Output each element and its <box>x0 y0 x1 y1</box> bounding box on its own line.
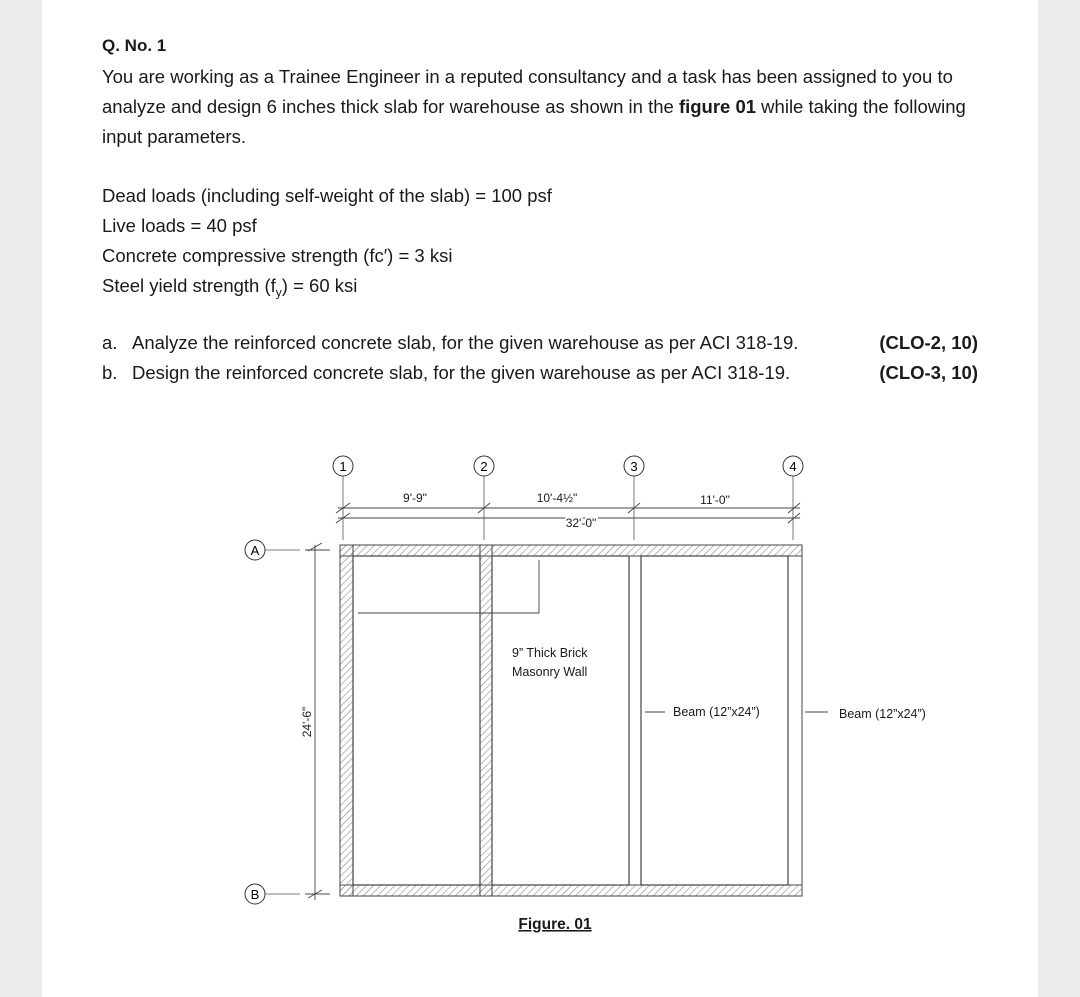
perimeter-walls <box>340 545 802 896</box>
intro-text-end: while taking the following input parameters. <box>102 96 966 147</box>
dim-span-3: 11'-0" <box>700 493 730 507</box>
beam-label-right: Beam (12”x24”) <box>839 707 926 721</box>
task-label: b. <box>102 362 118 383</box>
grid-bubble-3 <box>624 456 644 476</box>
dim-span-1: 9'-9" <box>403 491 427 505</box>
beam-label-left: Beam (12”x24”) <box>673 705 760 719</box>
svg-text:3: 3 <box>630 459 638 474</box>
param-steel-yield: Steel yield strength $(f_y) = 60$ ksi <box>102 275 358 300</box>
wall-label-line-2: Masonry Wall <box>512 665 588 679</box>
wall-label-line-1: 9” Thick Brick <box>512 646 588 660</box>
dimension-lines <box>305 503 800 900</box>
intro-text: You are working as a Trainee Engineer in a reputed consultancy and a task has been assigned to you to analyze and design 6 inches thick slab for warehouse as shown in the <box>102 66 953 117</box>
param-live-load: Live loads = 40 psf <box>102 215 257 236</box>
task-text: Design the reinforced concrete slab, for the given warehouse as per ACI 318-19. <box>132 362 791 383</box>
wall-leader <box>358 560 539 613</box>
beam-outlines <box>629 556 802 885</box>
question-number: Q. No. 1 <box>102 36 167 55</box>
grid-bubble-1 <box>333 456 353 476</box>
task-clo: (CLO-2, 10) <box>879 332 978 353</box>
figure-caption: Figure. 01 <box>518 916 592 933</box>
grid-bubble-A <box>245 540 265 560</box>
task-label: a. <box>102 332 118 353</box>
grid-bubble-4 <box>783 456 803 476</box>
svg-text:4: 4 <box>789 459 797 474</box>
dim-total: 32'-0" <box>565 516 597 530</box>
task-text: Analyze the reinforced concrete slab, for the given warehouse as per ACI 318-19. <box>132 332 799 353</box>
intro-figure-ref: figure 01 <box>678 96 757 117</box>
dim-height: 24'-6" <box>300 706 314 738</box>
inner-room-outlines <box>353 556 788 885</box>
svg-text:1: 1 <box>339 459 347 474</box>
grid-bubble-B <box>245 884 265 904</box>
param-dead-load: Dead loads (including self-weight of the slab) = 100 psf <box>102 185 552 206</box>
svg-text:2: 2 <box>480 459 488 474</box>
svg-text:A: A <box>250 543 260 558</box>
svg-text:B: B <box>250 887 260 902</box>
param-concrete-strength: Concrete compressive strength (fc′) = 3 ksi <box>102 245 453 266</box>
dim-span-2: 10'-4½" <box>536 491 578 505</box>
grid-bubble-2 <box>474 456 494 476</box>
task-clo: (CLO-3, 10) <box>879 362 978 383</box>
